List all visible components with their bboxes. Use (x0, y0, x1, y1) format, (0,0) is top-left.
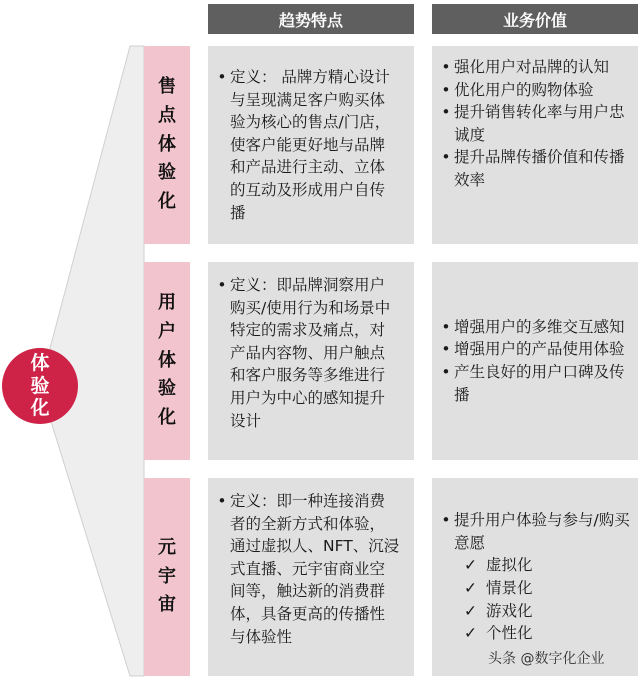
sub-item-text: 虚拟化 (486, 556, 533, 575)
sub-item-text: 个性化 (486, 624, 533, 643)
trend-item (214, 274, 400, 432)
value-cell-retail (432, 46, 638, 244)
check-icon: ✓ (464, 556, 477, 575)
value-item (438, 338, 632, 361)
trend-cell-metaverse (208, 478, 414, 676)
row-label-text: 售点体验化 (158, 76, 176, 213)
value-text: 提升品牌传播价值和传播效率 (454, 148, 625, 189)
bullet-icon: • (441, 148, 451, 167)
value-item (438, 509, 632, 554)
center-node (2, 348, 78, 424)
center-label: 体验化 (30, 351, 50, 420)
bullet-icon: • (441, 340, 451, 359)
sub-item (438, 577, 632, 600)
trend-text: 定义： 品牌方精心设计与呈现满足客户购买体验为核心的售点/门店，使客户能更好地与品牌和产品进行主动、立体的互动及形成用户自传播 (230, 68, 391, 222)
value-text: 提升用户体验与参与/购买意愿 (454, 511, 630, 552)
value-item (438, 79, 632, 102)
sub-item (438, 622, 632, 645)
sub-item (438, 600, 632, 623)
sub-item-text: 游戏化 (486, 601, 533, 620)
value-text: 增强用户的产品使用体验 (454, 340, 625, 359)
row-label-user (144, 262, 190, 460)
check-icon: ✓ (464, 624, 477, 643)
bullet-icon: • (217, 276, 227, 294)
sub-item-text: 情景化 (486, 579, 533, 597)
value-text: 优化用户的购物体验 (454, 80, 594, 99)
header-value: 业务价值 (432, 4, 638, 34)
trend-item (214, 66, 400, 224)
value-item (438, 56, 632, 79)
value-text: 增强用户的多维交互感知 (454, 317, 625, 336)
bullet-icon: • (441, 58, 451, 76)
check-icon: ✓ (464, 579, 477, 597)
header-trend: 趋势特点 (208, 4, 414, 34)
bullet-icon: • (217, 68, 227, 86)
row-label-text: 元宇宙 (158, 536, 176, 616)
bullet-icon: • (217, 492, 227, 510)
value-item (438, 316, 632, 339)
value-cell-user (432, 262, 638, 460)
watermark: 头条 @数字化企业 (488, 651, 605, 667)
trend-item (214, 490, 400, 648)
trend-text: 定义：即品牌洞察用户购买/使用行为和场景中特定的需求及痛点，对产品内容物、用户触点和客户服务等多维进行用户为中心的感知提升设计 (230, 276, 391, 430)
bullet-icon: • (441, 103, 451, 122)
value-cell-metaverse (432, 478, 638, 676)
trend-cell-retail (208, 46, 414, 244)
value-item (438, 146, 632, 191)
value-text: 强化用户对品牌的认知 (454, 58, 610, 76)
check-icon: ✓ (464, 601, 477, 620)
bullet-icon: • (441, 511, 451, 530)
row-label-metaverse (144, 478, 190, 676)
trend-text: 定义：即一种连接消费者的全新方式和体验，通过虚拟人、NFT、沉浸式直播、元宇宙商业空间等，触达新的消费群体，具备更高的传播性与体验性 (230, 492, 400, 646)
bullet-icon: • (441, 363, 451, 381)
sub-item (438, 554, 632, 577)
row-label-text: 用户体验化 (158, 292, 176, 429)
row-label-retail (144, 46, 190, 244)
bullet-icon: • (441, 80, 451, 99)
value-item (438, 361, 632, 406)
value-text: 产生良好的用户口碑及传播 (454, 363, 625, 404)
bullet-icon: • (441, 317, 451, 336)
value-item (438, 101, 632, 146)
value-text: 提升销售转化率与用户忠诚度 (454, 103, 625, 144)
trend-cell-user (208, 262, 414, 460)
